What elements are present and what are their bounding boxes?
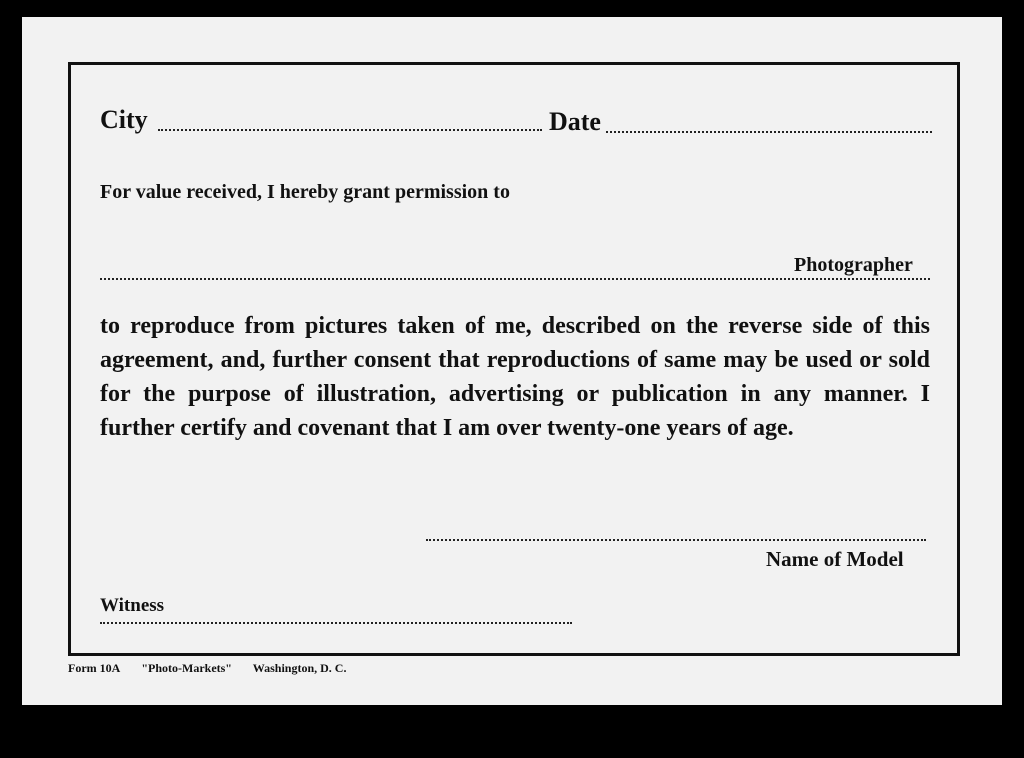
model-label: Name of Model [766,547,904,571]
grant-text: For value received, I hereby grant permission to [100,181,510,203]
city-label: City [100,105,148,134]
form-footer [68,661,364,676]
witness-field[interactable] [100,622,572,624]
publisher-name: "Photo-Markets" [141,661,232,675]
form-number: Form 10A [68,661,121,675]
date-label: Date [549,107,601,136]
model-signature-field[interactable] [426,539,926,541]
consent-paragraph: to reproduce from pictures taken of me, described on the reverse side of this agreement, and, further consent that reproductions of same may be used or sold for the purpose of illustration, advertising or publication in any manner. I further certify and covenant that I am over twenty-one years of age. [100,313,930,441]
release-form-card [22,17,1002,705]
photographer-field[interactable] [100,278,930,280]
photographer-label: Photographer [794,254,913,276]
witness-label: Witness [100,595,165,616]
publisher-location: Washington, D. C. [252,661,347,675]
city-field[interactable] [158,129,542,131]
date-field[interactable] [606,131,932,133]
